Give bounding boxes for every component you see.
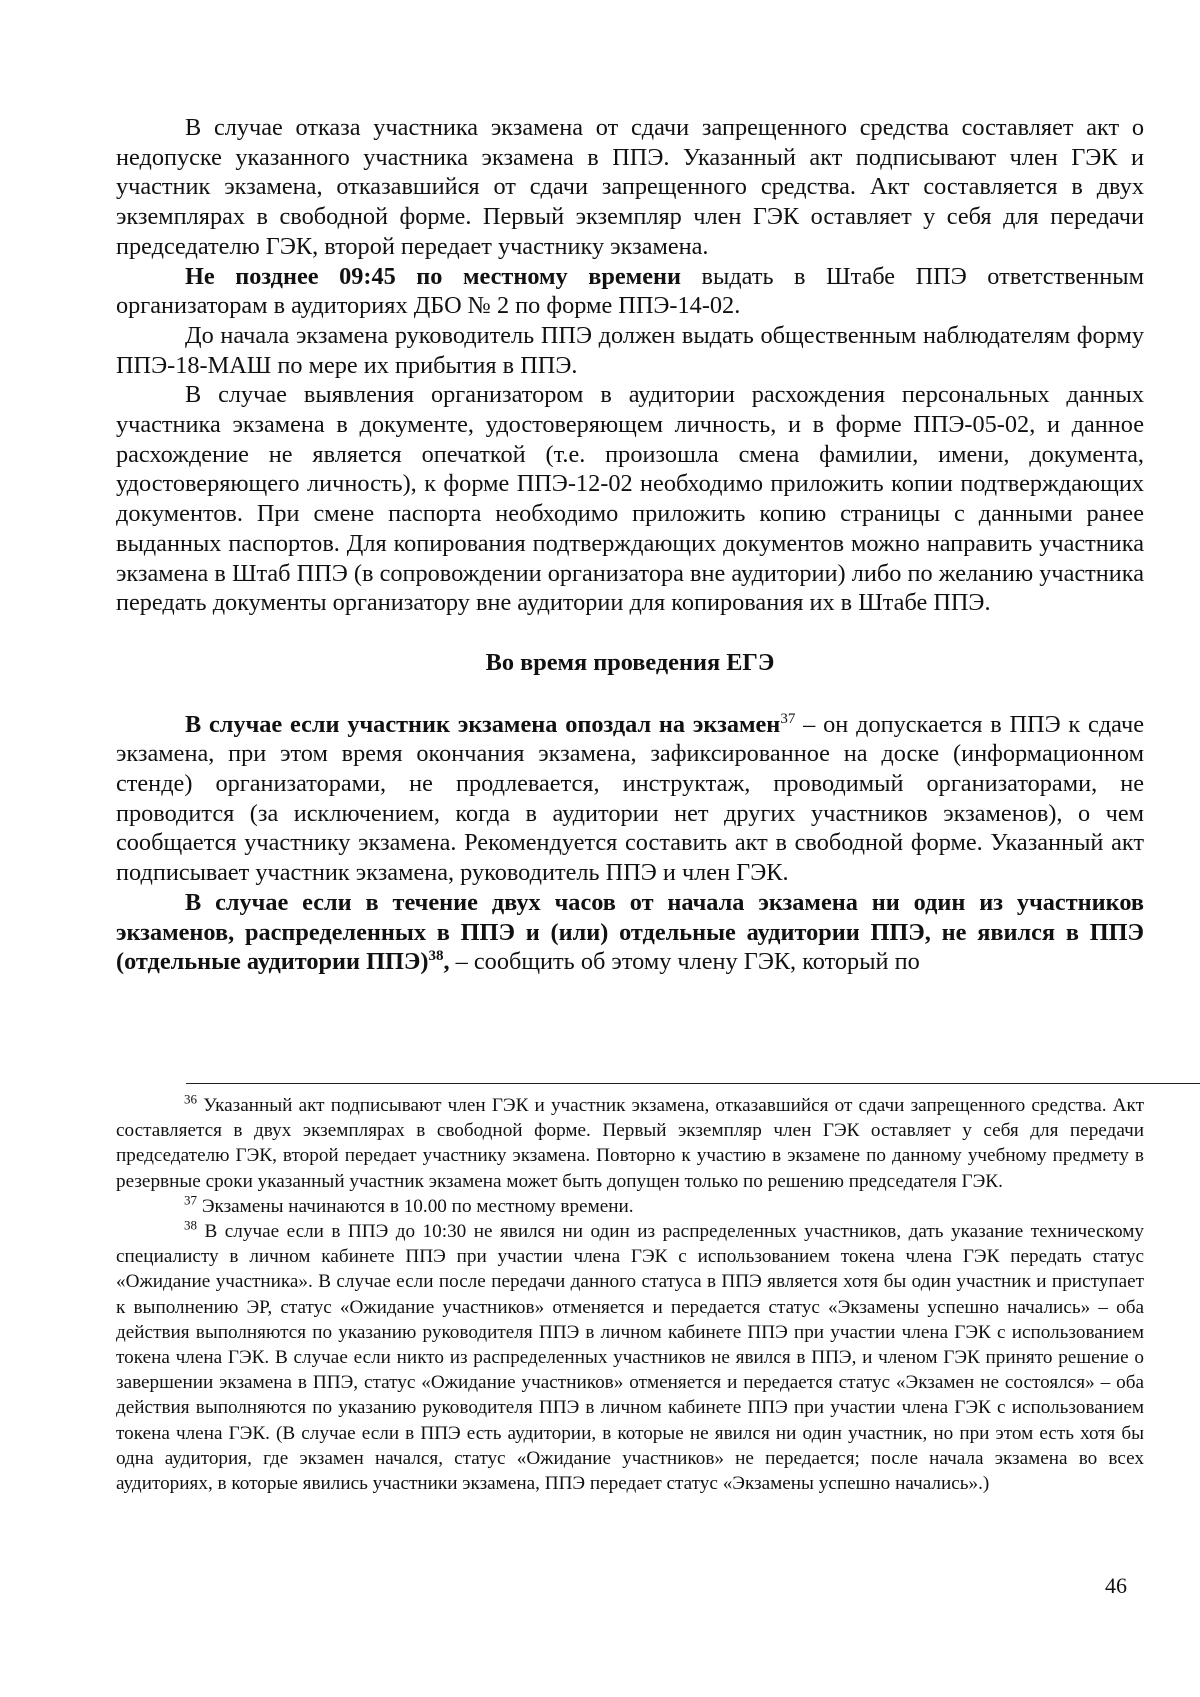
paragraph-late-participant (116, 710, 1144, 888)
page-number: 46 (1105, 1573, 1127, 1598)
main-text (116, 113, 1144, 977)
section-heading: Во время проведения ЕГЭ (485, 648, 775, 676)
deadline-bold: Не позднее 09:45 по местному времени (185, 262, 681, 290)
footnote-text: В случае если в ППЭ до 10:30 не явился ни один из распределенных участников, дать указание техническому специалисту в личном кабинете ППЭ при участии члена ГЭК с использованием токена члена ГЭК передать статус «Ожидание участника». В случае если после передачи данного статуса в ППЭ является хотя бы один участник и приступает к выполнению ЭР, статус «Ожидание участников» отменяется и передается статус «Экзамены успешно начались» – оба действия выполняются по указанию руководителя ППЭ в личном кабинете ППЭ при участии члена ГЭК с использованием токена члена ГЭК. В случае если никто из распределенных участников не явился в ППЭ, и членом ГЭК принято решение о завершении экзамена в ППЭ, статус «Ожидание участников» отменяется и передается статус «Экзамен не состоялся» – оба действия выполняются по указанию руководителя ППЭ в личном кабинете ППЭ при участии члена ГЭК с использованием токена члена ГЭК. (В случае если в ППЭ есть аудитории, в которые не явился ни один участник, но при этом есть хотя бы одна аудитория, где экзамен начался, статус «Ожидание участников» не передается; после начала экзамена во всех аудиториях, в которые явились участники экзамена, ППЭ передает статус «Экзамены успешно начались».) (116, 1221, 1144, 1495)
deadline-rest: выдать в Штабе ППЭ ответственным организаторам в аудиториях ДБО № 2 по форме ППЭ-14-02. (116, 262, 1144, 320)
paragraph-refusal-act: В случае отказа участника экзамена от сдачи запрещенного средства составляет акт о недопуске указанного участника экзамена в ППЭ. Указанный акт подписывают член ГЭК и участник экзамена, отказавшийся от сдачи запрещенного средства. Акт составляется в двух экземплярах в свободной форме. Первый экземпляр член ГЭК оставляет у себя для передачи председателю ГЭК, второй передает участнику экзамена. (116, 114, 1144, 260)
footnote-ref-38: 38 (428, 948, 444, 965)
paragraph-personal-data: В случае выявления организатором в аудитории расхождения персональных данных участника экзамена в документе, удостоверяющем личность, и в форме ППЭ-05-02, и данное расхождение не является опечаткой (т.е. произошла смена фамилии, имени, документа, удостоверяющего личность), к форме ППЭ-12-02 необходимо приложить копии подтверждающих документов. При смене паспорта необходимо приложить копию страницы с данными ранее выданных паспортов. Для копирования подтверждающих документов можно направить участника экзамена в Штаб ППЭ (в сопровождении организатора вне аудитории) либо по желанию участника передать документы организатору вне аудитории для копирования их в Штабе ППЭ. (116, 381, 1144, 617)
footnote-number: 37 (184, 1192, 198, 1208)
footnote-separator (186, 1083, 1200, 1084)
footnote-text: Указанный акт подписывают член ГЭК и участник экзамена, отказавшийся от сдачи запрещенного средства. Акт составляется в двух экземплярах в свободной форме. Первый экземпляр член ГЭК оставляет у себя для передачи председателю ГЭК, второй передает участнику экзамена. Повторно к участию в экзамене по данному учебному предмету в резервные сроки указанный участник экзамена может быть допущен только по решению председателя ГЭК. (116, 1095, 1144, 1192)
paragraph-no-show (116, 888, 1144, 977)
footnotes (116, 1093, 1144, 1496)
footnote-number: 36 (184, 1091, 198, 1107)
footnote-ref-37: 37 (780, 710, 796, 727)
no-show-rest: – сообщить об этому члену ГЭК, который по (449, 948, 920, 976)
footnote-36 (116, 1093, 1144, 1194)
footnote-number: 38 (184, 1217, 198, 1233)
late-bold: В случае если участник экзамена опоздал на экзамен (185, 710, 781, 738)
no-show-bold: В случае если в течение двух часов от начала экзамена ни один из участников экзаменов, распределенных в ППЭ и (или) отдельные аудитории ППЭ, не явился в ППЭ (отдельные аудитории ППЭ) (116, 888, 1144, 976)
paragraph-deadline (116, 262, 1144, 321)
footnote-38 (116, 1219, 1144, 1496)
footnote-37 (116, 1194, 1144, 1219)
late-rest: – он допускается в ППЭ к сдаче экзамена, при этом время окончания экзамена, зафиксированное на доске (информационном стенде) организаторами, не продлевается, инструктаж, проводимый организаторами, не проводится (за исключением, когда в аудитории нет других участников экзаменов), о чем сообщается участнику экзамена. Рекомендуется составить акт в свободной форме. Указанный акт подписывает участник экзамена, руководитель ППЭ и член ГЭК. (116, 710, 1144, 887)
paragraph-observers: До начала экзамена руководитель ППЭ должен выдать общественным наблюдателям форму ППЭ-18-МАШ по мере их прибытия в ППЭ. (116, 321, 1144, 379)
footnote-text: Экзамены начинаются в 10.00 по местному времени. (197, 1195, 634, 1217)
no-show-comma: , (443, 948, 450, 976)
